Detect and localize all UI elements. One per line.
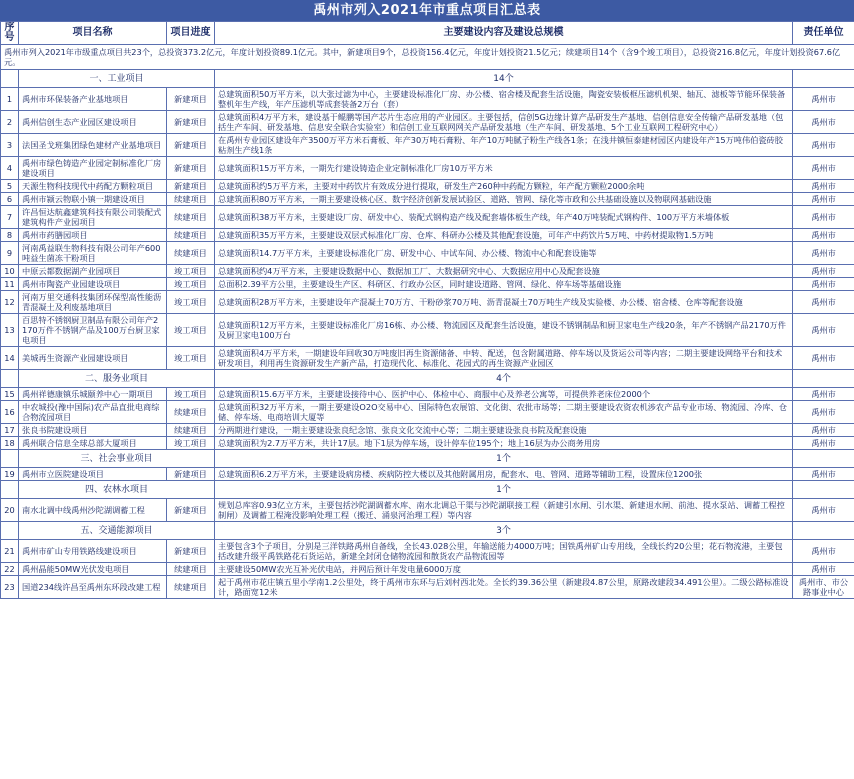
- cell-no: 15: [1, 388, 19, 401]
- page-title: 禹州市列入2021年市重点项目汇总表: [0, 0, 854, 21]
- cell-stage: 续建项目: [167, 193, 215, 206]
- table-row: [1, 88, 854, 111]
- cell-unit: 禹州市: [793, 540, 854, 563]
- section-count: 14个: [215, 70, 793, 88]
- cell-stage: 续建项目: [167, 424, 215, 437]
- section-name: 一、工业项目: [19, 70, 215, 88]
- cell-unit: 禹州市: [793, 314, 854, 347]
- table-row: [1, 401, 854, 424]
- cell-content: 总建筑面积6.2万平方米，主要建设病房楼、疾病防控大楼以及其他附属用房，配套水、电、管网、道路等辅助工程，设置床位1200张: [215, 468, 793, 481]
- section-row: [1, 450, 854, 468]
- summary-text: 禹州市列入2021年市级重点项目共23个，总投资373.2亿元，年度计划投资89.1亿元。其中，新建项目9个，总投资156.4亿元，年度计划投资21.5亿元；续建项目14个（含9个竣工项目），总投资216.8亿元，年度计划投资67.6亿元。: [1, 45, 854, 70]
- cell-no: 22: [1, 563, 19, 576]
- cell-stage: 新建项目: [167, 499, 215, 522]
- cell-stage: 竣工项目: [167, 278, 215, 291]
- cell-stage: 续建项目: [167, 206, 215, 229]
- table-row: [1, 180, 854, 193]
- cell-content: 总建筑面积50万平方米，以大张过滤为中心，主要建设标准化厂房、办公楼、宿舍楼及配套生活设施，陶瓷安装板框压滤机机架、轴瓦、滤板等节能环保装备整机年生产线，年产压滤机等成套装备2万台（套）: [215, 88, 793, 111]
- cell-name: 禹州市立医院建设项目: [19, 468, 167, 481]
- cell-stage: 新建项目: [167, 540, 215, 563]
- cell-stage: 竣工项目: [167, 314, 215, 347]
- section-name: 四、农林水项目: [19, 481, 215, 499]
- cell-stage: 竣工项目: [167, 437, 215, 450]
- cell-name: 许昌恒达航鑫建筑科技有限公司装配式建筑构件产业园项目: [19, 206, 167, 229]
- cell-name: 禹州市矿山专用铁路线建设项目: [19, 540, 167, 563]
- cell-no: 5: [1, 180, 19, 193]
- cell-no: 17: [1, 424, 19, 437]
- cell-no: 18: [1, 437, 19, 450]
- cell-no: 1: [1, 88, 19, 111]
- cell-name: 法国圣戈班集团绿色建材产业基地项目: [19, 134, 167, 157]
- table-row: [1, 499, 854, 522]
- section-count: 4个: [215, 370, 793, 388]
- cell-content: 总建筑面积15.6万平方米，主要建设接待中心、医护中心、体检中心、商服中心及养老公寓等，可提供养老床位2000个: [215, 388, 793, 401]
- cell-no: 19: [1, 468, 19, 481]
- cell-name: 河南禹益联生物科技有限公司年产600吨益生菌冻干粉项目: [19, 242, 167, 265]
- cell-no: 13: [1, 314, 19, 347]
- cell-content: 总建筑面积35万平方米，主要建设双层式标准化厂房、仓库、科研办公楼及其他配套设施，可年产中药饮片5万吨、中药材提取物1.5万吨: [215, 229, 793, 242]
- section-row: [1, 370, 854, 388]
- section-unit-spacer: [793, 370, 854, 388]
- cell-unit: 禹州市: [793, 229, 854, 242]
- cell-stage: 新建项目: [167, 468, 215, 481]
- cell-name: 张良书院建设项目: [19, 424, 167, 437]
- cell-stage: 续建项目: [167, 229, 215, 242]
- cell-content: 总建筑面积约4万平方米，主要建设数据中心、数据加工厂、大数据研究中心、大数据应用中心及配套设施: [215, 265, 793, 278]
- section-row: [1, 70, 854, 88]
- cell-name: 中农城投(豫中国际)农产品直批电商综合物流园项目: [19, 401, 167, 424]
- section-unit-spacer: [793, 450, 854, 468]
- table-row: [1, 347, 854, 370]
- summary-row: [1, 45, 854, 70]
- cell-no: 11: [1, 278, 19, 291]
- cell-unit: 禹州市: [793, 134, 854, 157]
- cell-no: 23: [1, 576, 19, 599]
- cell-content: 起于禹州市花庄镇五里小学南1.2公里处，终于禹州市东环与后刘村西北处。全长约39.36公里（新建段4.87公里，原路改建段34.491公里）。二级公路标准设计，路面宽12米: [215, 576, 793, 599]
- cell-name: 中原云都数据湖产业园项目: [19, 265, 167, 278]
- cell-name: 河南万里交通科技集团环保型高性能沥青混凝土及利废基地项目: [19, 291, 167, 314]
- cell-no: 9: [1, 242, 19, 265]
- cell-no: 21: [1, 540, 19, 563]
- table-row: [1, 437, 854, 450]
- cell-stage: 竣工项目: [167, 388, 215, 401]
- table-row: [1, 424, 854, 437]
- cell-name: 百思特不锈钢厨卫制品有限公司年产2170万件不锈钢产品及100万台厨卫家电项目: [19, 314, 167, 347]
- cell-stage: 新建项目: [167, 88, 215, 111]
- cell-name: 禹州祥德康镇乐城颐养中心一期项目: [19, 388, 167, 401]
- cell-unit: 禹州市: [793, 563, 854, 576]
- cell-stage: 新建项目: [167, 157, 215, 180]
- section-spacer: [1, 370, 19, 388]
- cell-stage: 续建项目: [167, 563, 215, 576]
- cell-no: 8: [1, 229, 19, 242]
- cell-no: 3: [1, 134, 19, 157]
- cell-content: 总建筑面积4万平方米，建设基于鲲鹏等国产芯片生态应用的产业园区。主要包括，信创5G边缘计算产品研发生产基地、信创信息安全传输产品研发基地（包括生产车间、研发基地、信息安全联合实验室）和信创工业互联网网关产品研发基地（生产车间、研发基地、5个工业互联网工程研究中心）: [215, 111, 793, 134]
- table-row: [1, 229, 854, 242]
- cell-name: 禹州市陶瓷产业园建设项目: [19, 278, 167, 291]
- cell-unit: 禹州市: [793, 347, 854, 370]
- cell-no: 20: [1, 499, 19, 522]
- cell-content: 总建筑面积28万平方米，主要建设年产混凝土70万方、干粉砂浆70万吨、沥青混凝土70万吨生产线及实验楼、办公楼、宿舍楼、仓库等配套设施: [215, 291, 793, 314]
- cell-unit: 禹州市: [793, 111, 854, 134]
- cell-name: 禹州晶能50MW光伏发电项目: [19, 563, 167, 576]
- cell-content: 分两期进行建设，一期主要建设张良纪念馆、张良文化交流中心等；二期主要建设张良书院及配套设施: [215, 424, 793, 437]
- section-count: 1个: [215, 450, 793, 468]
- cell-content: 总建筑面积38万平方米，主要建设厂房、研发中心、装配式钢构造产线及配套墙体板生产线，年产40万吨装配式钢构件、100万平方米墙体板: [215, 206, 793, 229]
- table-row: [1, 278, 854, 291]
- cell-content: 总建筑面积4万平方米，一期建设年回收30万吨废旧再生资源储备、中转、配送，包含附属道路、停车场以及货运公司等内容；二期主要建设网络平台和技术研发项目，利用再生资源研发生产新产品，打造现代化、标准化、花园式的再生资源产业园区: [215, 347, 793, 370]
- table-row: [1, 111, 854, 134]
- cell-name: 禹州市颍云物联小镇一期建设项目: [19, 193, 167, 206]
- cell-unit: 禹州市: [793, 206, 854, 229]
- header-unit: 责任单位: [793, 22, 854, 45]
- section-spacer: [1, 450, 19, 468]
- table-row: [1, 134, 854, 157]
- cell-no: 12: [1, 291, 19, 314]
- table-row: [1, 563, 854, 576]
- header-stage: 项目进度: [167, 22, 215, 45]
- cell-no: 14: [1, 347, 19, 370]
- header-no: 序号: [1, 22, 19, 45]
- header-content: 主要建设内容及建设总规模: [215, 22, 793, 45]
- cell-unit: 禹州市: [793, 388, 854, 401]
- cell-unit: 禹州市、市公路事业中心: [793, 576, 854, 599]
- cell-unit: 禹州市: [793, 157, 854, 180]
- cell-unit: 禹州市: [793, 265, 854, 278]
- cell-stage: 续建项目: [167, 576, 215, 599]
- cell-content: 主要包含3个子项目，分别是三洋铁路禹州自备线，全长43.028公里，年输送能力4000万吨；国铁禹州矿山专用线，全线长约20公里；花石物流港，主要包括改建升级平禹铁路花石货运站，新建全封闭仓储物流园和散货农产品物流园等: [215, 540, 793, 563]
- table-body: [1, 45, 854, 599]
- cell-unit: 禹州市: [793, 424, 854, 437]
- cell-no: 4: [1, 157, 19, 180]
- cell-no: 2: [1, 111, 19, 134]
- cell-unit: 禹州市: [793, 291, 854, 314]
- section-spacer: [1, 522, 19, 540]
- cell-unit: 禹州市: [793, 437, 854, 450]
- projects-table: [0, 21, 854, 599]
- cell-no: 7: [1, 206, 19, 229]
- section-name: 三、社会事业项目: [19, 450, 215, 468]
- section-row: [1, 522, 854, 540]
- cell-stage: 续建项目: [167, 401, 215, 424]
- cell-content: 总建筑面积80万平方米，一期主要建设核心区、数字经济创新发展试验区、道路、管网、绿化等市政和公共基础设施以及物联网基础设施: [215, 193, 793, 206]
- cell-content: 总建筑面积15万平方米，一期先行建设铸造企业定制标准化厂房10万平方米: [215, 157, 793, 180]
- cell-content: 在禹州专业园区建设年产3500万平方米石膏板、年产30万吨石膏粉、年产10万吨腻子粉生产线各1条；在浅井镇恒泰建材园区内建设年产15万吨伟伯瓷砖胶粘剂生产线1条: [215, 134, 793, 157]
- cell-name: 禹州市环保装备产业基地项目: [19, 88, 167, 111]
- section-name: 二、服务业项目: [19, 370, 215, 388]
- cell-name: 禹州市药膳园项目: [19, 229, 167, 242]
- cell-name: 南水北调中线禹州沙陀湖调蓄工程: [19, 499, 167, 522]
- cell-name: 禹州市绿色铸造产业园定制标准化厂房建设项目: [19, 157, 167, 180]
- cell-stage: 竣工项目: [167, 265, 215, 278]
- section-unit-spacer: [793, 70, 854, 88]
- table-row: [1, 314, 854, 347]
- cell-content: 总面积2.39平方公里，主要建设生产区、科研区、行政办公区，同时建设道路、管网、绿化、停车场等基础设施: [215, 278, 793, 291]
- header-row: [1, 22, 854, 45]
- section-unit-spacer: [793, 522, 854, 540]
- cell-stage: 竣工项目: [167, 291, 215, 314]
- cell-stage: 竣工项目: [167, 347, 215, 370]
- cell-name: 禹州信创生态产业园区建设项目: [19, 111, 167, 134]
- section-row: [1, 481, 854, 499]
- table-row: [1, 157, 854, 180]
- table-row: [1, 291, 854, 314]
- table-row: [1, 468, 854, 481]
- cell-content: 规划总库容0.93亿立方米，主要包括沙陀湖调蓄水库、南水北调总干渠与沙陀湖联接工程（新建引水闸、引水渠、新建退水闸、前池、提水泵站、调蓄工程控制闸）及调蓄工程淹没影响处理工程（搬迁、涌泉河治理工程）等内容: [215, 499, 793, 522]
- cell-content: 总建筑面积14.7万平方米，主要建设标准化厂房、研发中心、中试车间、办公楼、物流中心和配套设施等: [215, 242, 793, 265]
- table-row: [1, 388, 854, 401]
- table-row: [1, 265, 854, 278]
- cell-stage: 新建项目: [167, 180, 215, 193]
- cell-name: 禹州联合信息全球总部大厦项目: [19, 437, 167, 450]
- section-count: 3个: [215, 522, 793, 540]
- cell-unit: 禹州市: [793, 193, 854, 206]
- cell-name: 美城再生资源产业园建设项目: [19, 347, 167, 370]
- table-row: [1, 193, 854, 206]
- cell-unit: 禹州市: [793, 468, 854, 481]
- cell-stage: 新建项目: [167, 134, 215, 157]
- cell-no: 10: [1, 265, 19, 278]
- section-spacer: [1, 70, 19, 88]
- cell-content: 总建筑面积为2.7万平方米，共计17层。地下1层为停车场，设计停车位195个；地上16层为办公商务用房: [215, 437, 793, 450]
- cell-stage: 续建项目: [167, 242, 215, 265]
- cell-unit: 禹州市: [793, 278, 854, 291]
- cell-content: 主要建设50MW农光互补光伏电站，并网后预计年发电量6000万度: [215, 563, 793, 576]
- cell-stage: 新建项目: [167, 111, 215, 134]
- section-unit-spacer: [793, 481, 854, 499]
- cell-unit: 禹州市: [793, 180, 854, 193]
- section-spacer: [1, 481, 19, 499]
- cell-name: 天源生物科技现代中药配方颗粒项目: [19, 180, 167, 193]
- cell-no: 6: [1, 193, 19, 206]
- section-name: 五、交通能源项目: [19, 522, 215, 540]
- cell-content: 总建筑面积12万平方米，主要建设标准化厂房16栋、办公楼、物流园区及配套生活设施，建设不锈钢制品和厨卫家电生产线20条，年产不锈钢产品2170万件及厨卫家电100万台: [215, 314, 793, 347]
- section-count: 1个: [215, 481, 793, 499]
- table-row: [1, 242, 854, 265]
- header-name: 项目名称: [19, 22, 167, 45]
- cell-unit: 禹州市: [793, 499, 854, 522]
- table-row: [1, 540, 854, 563]
- table-row: [1, 576, 854, 599]
- cell-content: 总建筑面积32万平方米，一期主要建设O2O交易中心、国际特色农展馆、文化街、农批市场等；二期主要建设农资农机涉农产品专业市场、物流园、冷库、仓储、停车场、电商培训大厦等: [215, 401, 793, 424]
- cell-no: 16: [1, 401, 19, 424]
- cell-unit: 禹州市: [793, 401, 854, 424]
- cell-unit: 禹州市: [793, 242, 854, 265]
- table-row: [1, 206, 854, 229]
- cell-name: 国道234线许昌至禹州东环段改建工程: [19, 576, 167, 599]
- cell-unit: 禹州市: [793, 88, 854, 111]
- cell-content: 总建筑面积约5万平方米，主要对中药饮片有效成分进行提取，研发生产260种中药配方颗粒，年产配方颗粒2000余吨: [215, 180, 793, 193]
